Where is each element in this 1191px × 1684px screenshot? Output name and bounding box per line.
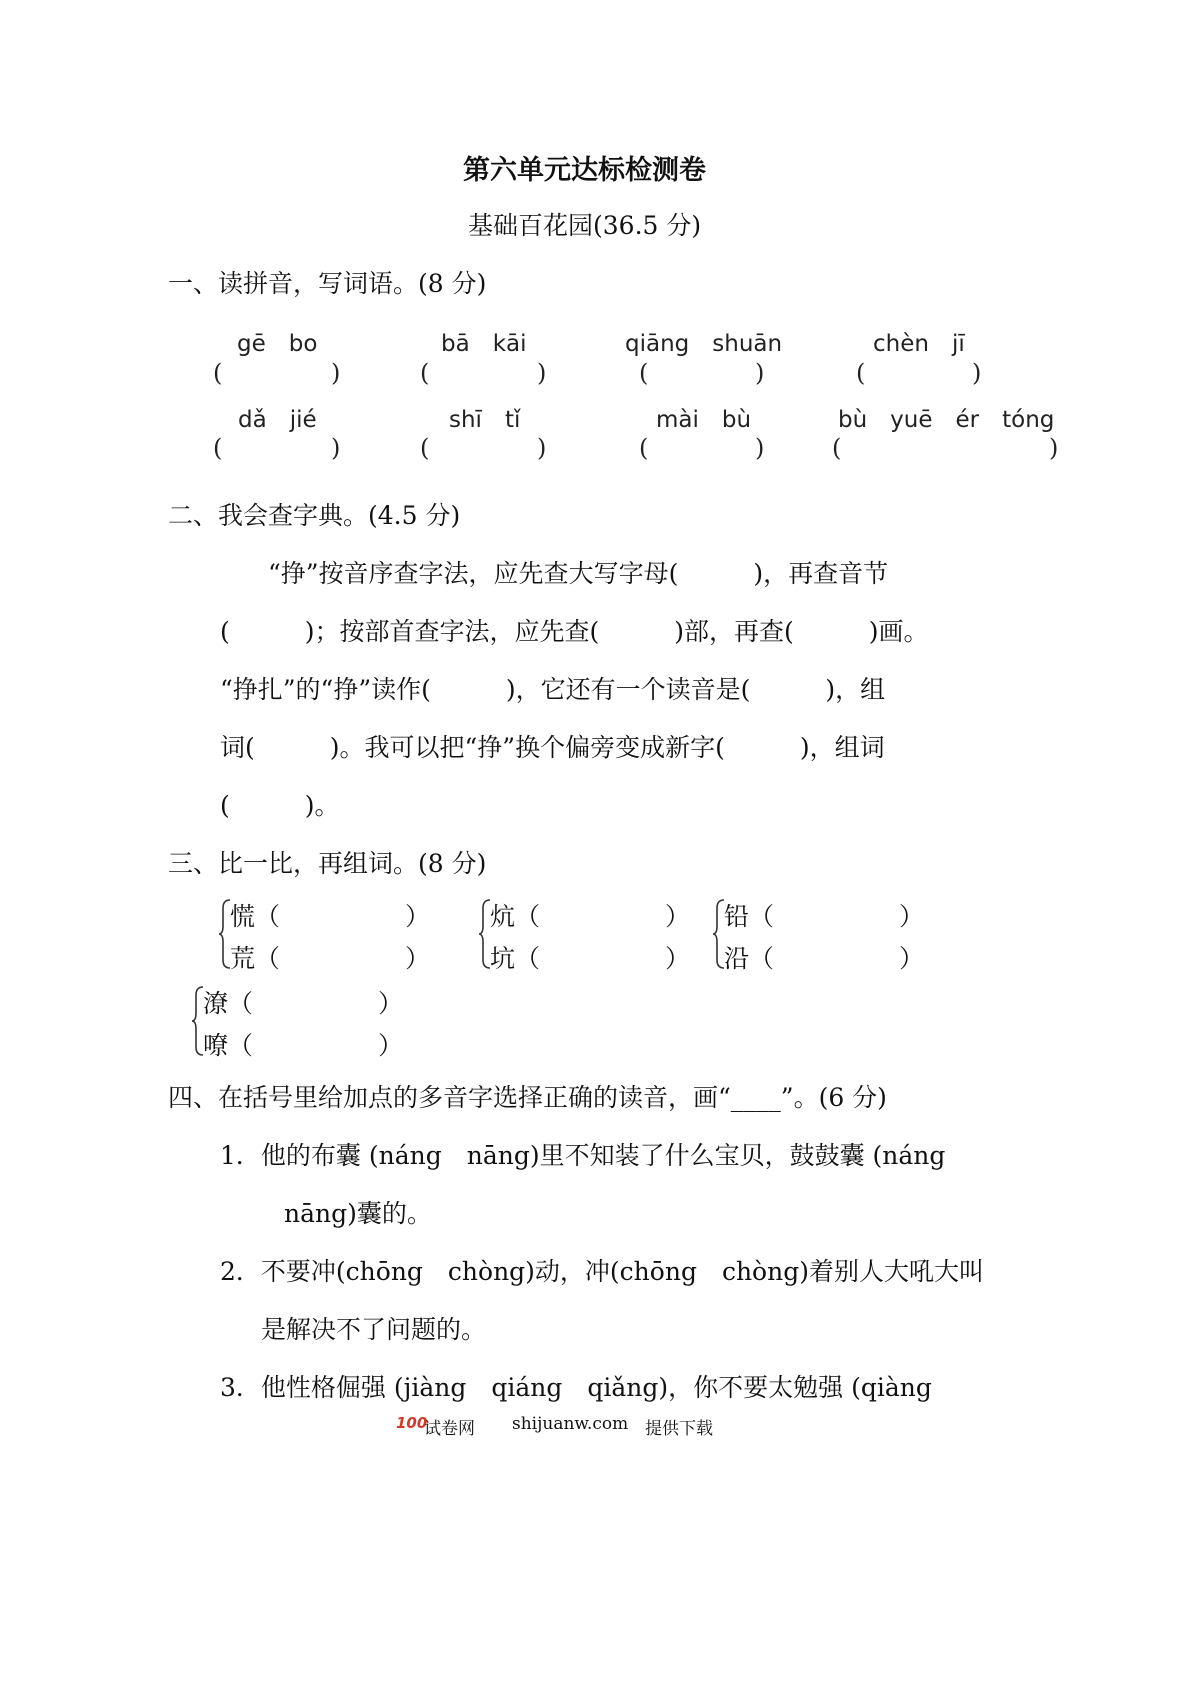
site-logo: 100 (396, 1414, 428, 1432)
answer-box-open: ( (213, 359, 223, 387)
answer-box-open: ( (420, 434, 430, 462)
answer-box-close: ) (537, 434, 547, 462)
answer-box-open: ( (420, 359, 430, 387)
answer-box-open: ( (213, 434, 223, 462)
pinyin-8: bù yuē ér tóng (838, 407, 1055, 433)
section3-heading: 三、比一比，再组词。(8 分) (168, 849, 487, 878)
pinyin-4: chèn jī (873, 331, 965, 357)
question-item: 1．他的布囊 (náng nāng)里不知装了什么宝贝，鼓鼓囊 (náng (220, 1141, 946, 1170)
answer-box-close: ) (972, 359, 982, 387)
answer-box-open: ( (639, 359, 649, 387)
word-pair-bottom: 嘹（ ） (203, 1031, 404, 1060)
page-title: 第六单元达标检测卷 (463, 155, 706, 186)
footer-site: 试卷网 (424, 1419, 475, 1439)
section2-line: ( )。 (220, 791, 340, 820)
section2-line: “挣扎”的“挣”读作( )，它还有一个读音是( )，组 (220, 675, 886, 704)
answer-box-open: ( (832, 434, 842, 462)
question-item: 2．不要冲(chōng chòng)动，冲(chōng chòng)着别人大吼大叫 (220, 1257, 984, 1286)
pinyin-6: shī tǐ (449, 407, 521, 433)
pinyin-2: bā kāi (441, 331, 527, 357)
section4-heading: 四、在括号里给加点的多音字选择正确的读音，画“____”。(6 分) (168, 1083, 887, 1112)
answer-box-close: ) (331, 434, 341, 462)
question-item: 3．他性格倔强 (jiàng qiáng qiǎng)，你不要太勉强 (qiàng (220, 1373, 932, 1402)
pinyin-3: qiāng shuān (625, 331, 783, 357)
answer-box-close: ) (755, 434, 765, 462)
section2-heading: 二、我会查字典。(4.5 分) (168, 501, 461, 530)
question-item-cont: 是解决不了问题的。 (261, 1315, 487, 1344)
section1-heading: 一、读拼音，写词语。(8 分) (168, 269, 487, 298)
answer-box-close: ) (537, 359, 547, 387)
word-pair-top: 炕（ ） (490, 902, 691, 931)
section2-line: ( )；按部首查字法，应先查( )部，再查( )画。 (220, 617, 929, 646)
page-subtitle: 基础百花园(36.5 分) (468, 211, 702, 240)
answer-box-close: ) (755, 359, 765, 387)
answer-box-close: ) (1049, 434, 1059, 462)
answer-box-open: ( (856, 359, 866, 387)
section2-line: “挣”按音序查字法，应先查大写字母( )，再查音节 (268, 559, 889, 588)
word-pair-bottom: 沿（ ） (724, 944, 925, 973)
pinyin-5: dǎ jié (238, 407, 317, 433)
pinyin-1: gē bo (237, 331, 318, 357)
word-pair-top: 慌（ ） (230, 902, 431, 931)
word-pair-bottom: 荒（ ） (230, 944, 431, 973)
answer-box-open: ( (639, 434, 649, 462)
word-pair-top: 潦（ ） (203, 989, 404, 1018)
footer-url[interactable]: shijuanw.com (512, 1414, 629, 1434)
word-pair-top: 铅（ ） (724, 902, 925, 931)
question-item-cont: nāng)囊的。 (284, 1199, 432, 1228)
pinyin-7: mài bù (656, 407, 752, 433)
section2-line: 词( )。我可以把“挣”换个偏旁变成新字( )，组词 (220, 733, 885, 762)
footer-note: 提供下载 (645, 1419, 713, 1439)
word-pair-bottom: 坑（ ） (490, 944, 691, 973)
answer-box-close: ) (331, 359, 341, 387)
